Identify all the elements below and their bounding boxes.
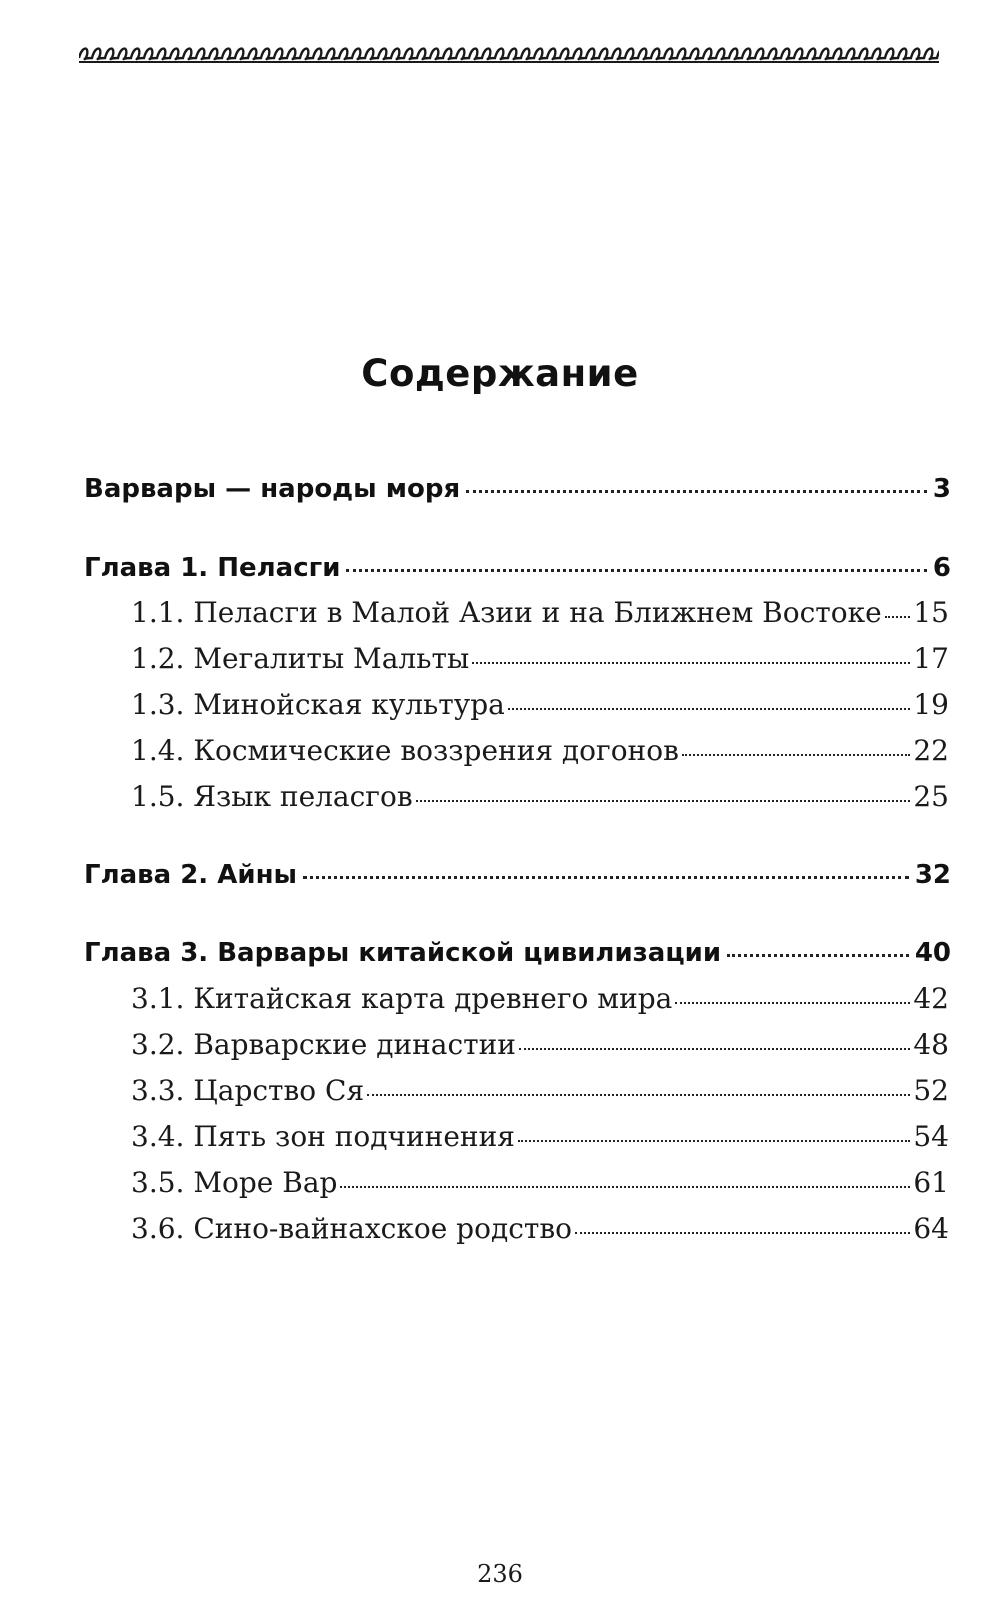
- toc-entry-page: 54: [913, 1120, 949, 1153]
- toc-entry-title: 1.3. Минойская культура: [131, 688, 505, 721]
- toc-entry-title: 3.3. Царство Ся: [131, 1074, 365, 1107]
- dot-leader: [472, 662, 910, 664]
- toc-entry-page: 25: [913, 780, 949, 813]
- toc-entry-section-1-3: [131, 688, 949, 721]
- toc-entry-section-1-5: [131, 780, 949, 813]
- dot-leader: [575, 1232, 910, 1234]
- dot-leader: [675, 1002, 910, 1004]
- toc-entry-page: 6: [932, 553, 951, 583]
- dot-leader: [508, 708, 910, 710]
- toc-entry-title: 1.5. Язык пеласгов: [131, 780, 413, 813]
- dot-leader: [885, 616, 911, 618]
- toc-entry-title: 3.6. Сино-вайнахское родство: [131, 1212, 572, 1245]
- toc-entry-title: 3.5. Море Вар: [131, 1166, 338, 1199]
- toc-entry-section-3-6: [131, 1212, 949, 1245]
- toc-entry-page: 61: [913, 1166, 949, 1199]
- toc-entry-section-3-1: [131, 982, 949, 1015]
- toc-entry-section-1-2: [131, 642, 949, 675]
- toc-entry-page: 42: [913, 982, 949, 1015]
- decorative-border-ornament: [79, 40, 939, 70]
- toc-entry-chapter-2: [84, 860, 951, 890]
- toc-entry-chapter-1: [84, 553, 951, 583]
- toc-entry-section-1-1: [131, 596, 949, 629]
- toc-entry-page: 64: [913, 1212, 949, 1245]
- dot-leader: [416, 800, 911, 802]
- toc-entry-page: 32: [914, 860, 951, 890]
- toc-entry-page: 48: [913, 1028, 949, 1061]
- toc-entry-intro: [84, 474, 951, 504]
- dot-leader: [518, 1140, 910, 1142]
- toc-entry-title: Варвары — народы моря: [84, 474, 461, 504]
- toc-entry-title: 1.2. Мегалиты Мальты: [131, 642, 470, 675]
- toc-entry-title: Глава 3. Варвары китайской цивилизации: [84, 938, 722, 968]
- toc-entry-section-3-3: [131, 1074, 949, 1107]
- toc-entry-page: 22: [913, 734, 949, 767]
- toc-entry-chapter-3: [84, 938, 951, 968]
- toc-entry-section-3-4: [131, 1120, 949, 1153]
- toc-entry-section-3-2: [131, 1028, 949, 1061]
- toc-entry-page: 19: [913, 688, 949, 721]
- toc-entry-title: 1.4. Космические воззрения догонов: [131, 734, 679, 767]
- toc-entry-page: 17: [913, 642, 949, 675]
- dot-leader: [466, 490, 927, 493]
- toc-entry-page: 52: [913, 1074, 949, 1107]
- toc-entry-title: 3.1. Китайская карта древнего мира: [131, 982, 673, 1015]
- dot-leader: [346, 569, 926, 572]
- dot-leader: [519, 1048, 910, 1050]
- page-title: Содержание: [361, 352, 639, 395]
- toc-entry-page: 40: [914, 938, 951, 968]
- page-number: 236: [477, 1560, 523, 1588]
- toc-entry-section-1-4: [131, 734, 949, 767]
- dot-leader: [367, 1094, 910, 1096]
- dot-leader: [727, 954, 909, 957]
- toc-entry-title: Глава 2. Айны: [84, 860, 298, 890]
- toc-entry-page: 15: [913, 596, 949, 629]
- toc-entry-title: 3.4. Пять зон подчинения: [131, 1120, 515, 1153]
- toc-entry-title: 3.2. Варварские династии: [131, 1028, 516, 1061]
- dot-leader: [303, 876, 909, 879]
- toc-entry-section-3-5: [131, 1166, 949, 1199]
- toc-entry-title: 1.1. Пеласги в Малой Азии и на Ближнем Востоке: [131, 596, 882, 629]
- toc-entry-title: Глава 1. Пеласги: [84, 553, 341, 583]
- toc-entry-page: 3: [932, 474, 951, 504]
- dot-leader: [682, 754, 911, 756]
- dot-leader: [340, 1186, 910, 1188]
